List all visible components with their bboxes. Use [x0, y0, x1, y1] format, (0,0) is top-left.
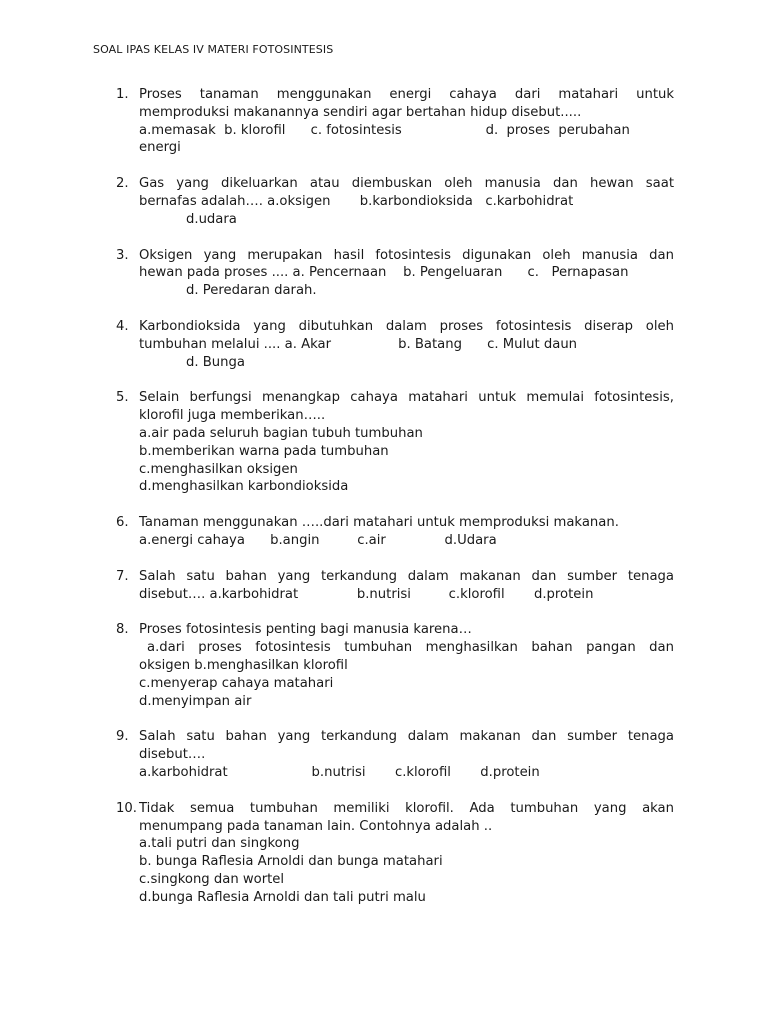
answer-option: c.menghasilkan oksigen — [139, 461, 298, 477]
answer-option: b. bunga Raflesia Arnoldi dan bunga matahari — [139, 854, 443, 870]
answer-option: d. Bunga — [186, 354, 245, 370]
question-text — [139, 728, 674, 781]
question-number: 9. — [116, 729, 129, 745]
question-line: Tidak semua tumbuhan memiliki klorofil. Ada tumbuhan yang akan — [139, 800, 674, 816]
question-text — [139, 514, 674, 550]
question-text — [139, 800, 674, 907]
question-list — [0, 86, 768, 924]
answer-options-line: a.energi cahaya b.angin c.air d.Udara — [139, 532, 497, 548]
answer-option: oksigen b.menghasilkan klorofil — [139, 657, 348, 673]
question-line: Salah satu bahan yang terkandung dalam makanan dan sumber tenaga — [139, 729, 674, 745]
question-1 — [0, 86, 768, 157]
question-text — [139, 86, 674, 157]
answer-option: c.singkong dan wortel — [139, 871, 285, 887]
question-line: Proses tanaman menggunakan energi cahaya dari matahari untuk — [139, 87, 674, 102]
answer-options-line: bernafas adalah…. a.oksigen b.karbondioksida c.karbohidrat — [139, 193, 574, 209]
question-line: Selain berfungsi menangkap cahaya matahari untuk memulai fotosintesis, — [139, 390, 674, 406]
answer-options-line: a.karbohidrat b.nutrisi c.klorofil d.protein — [139, 764, 540, 780]
answer-option: d.menyimpan air — [139, 693, 252, 709]
question-number: 1. — [116, 87, 129, 102]
question-line: klorofil juga memberikan….. — [139, 408, 326, 424]
question-text — [139, 175, 674, 228]
question-line: menumpang pada tanaman lain. Contohnya adalah .. — [139, 818, 493, 834]
answer-options-line: disebut…. a.karbohidrat b.nutrisi c.klorofil d.protein — [139, 586, 594, 602]
question-text — [139, 318, 674, 371]
question-number: 2. — [116, 176, 129, 192]
question-line: Proses fotosintesis penting bagi manusia karena… — [139, 622, 472, 638]
answer-option: d.bunga Raflesia Arnoldi dan tali putri malu — [139, 889, 426, 905]
answer-option: d.udara — [186, 211, 237, 227]
answer-option: d.menghasilkan karbondioksida — [139, 479, 349, 495]
question-number: 7. — [116, 568, 129, 584]
question-number: 3. — [116, 247, 129, 263]
question-2 — [0, 175, 768, 228]
answer-option: a.air pada seluruh bagian tubuh tumbuhan — [139, 425, 423, 441]
answer-options-line: a.memasak b. klorofil c. fotosintesis d. proses perubahan — [139, 122, 630, 138]
question-4 — [0, 318, 768, 371]
answer-option: a.tali putri dan singkong — [139, 836, 300, 852]
question-number: 6. — [116, 515, 129, 531]
question-text — [139, 621, 674, 710]
question-3 — [0, 247, 768, 300]
question-text — [139, 247, 674, 300]
question-line: Tanaman menggunakan …..dari matahari untuk memproduksi makanan. — [139, 515, 619, 531]
question-line: Oksigen yang merupakan hasil fotosintesis digunakan oleh manusia dan — [139, 247, 674, 263]
question-line: disebut…. — [139, 747, 206, 763]
answer-option: b.memberikan warna pada tumbuhan — [139, 443, 389, 459]
question-8 — [0, 621, 768, 710]
question-number: 8. — [116, 622, 129, 638]
answer-option: a.dari proses fotosintesis tumbuhan menghasilkan bahan pangan dan — [147, 640, 674, 656]
document-title: SOAL IPAS KELAS IV MATERI FOTOSINTESIS — [93, 43, 334, 56]
question-line: energi — [139, 140, 181, 156]
answer-option: d. Peredaran darah. — [186, 283, 317, 299]
answer-options-line: hewan pada proses .... a. Pencernaan b. Pengeluaran c. Pernapasan — [139, 265, 629, 281]
question-text — [139, 568, 674, 604]
question-number: 10. — [116, 800, 137, 816]
question-number: 5. — [116, 390, 129, 406]
question-number: 4. — [116, 318, 129, 334]
question-7 — [0, 568, 768, 604]
question-line: Salah satu bahan yang terkandung dalam makanan dan sumber tenaga — [139, 568, 674, 584]
question-10 — [0, 800, 768, 907]
question-line: Gas yang dikeluarkan atau diembuskan oleh manusia dan hewan saat — [139, 176, 674, 192]
question-6 — [0, 514, 768, 550]
question-line: Karbondioksida yang dibutuhkan dalam proses fotosintesis diserap oleh — [139, 318, 674, 334]
question-5 — [0, 389, 768, 496]
question-text — [139, 389, 674, 496]
answer-options-line: tumbuhan melalui .... a. Akar b. Batang c. Mulut daun — [139, 336, 578, 352]
question-9 — [0, 728, 768, 781]
answer-option: c.menyerap cahaya matahari — [139, 675, 334, 691]
question-line: memproduksi makanannya sendiri agar bertahan hidup disebut..... — [139, 104, 582, 120]
